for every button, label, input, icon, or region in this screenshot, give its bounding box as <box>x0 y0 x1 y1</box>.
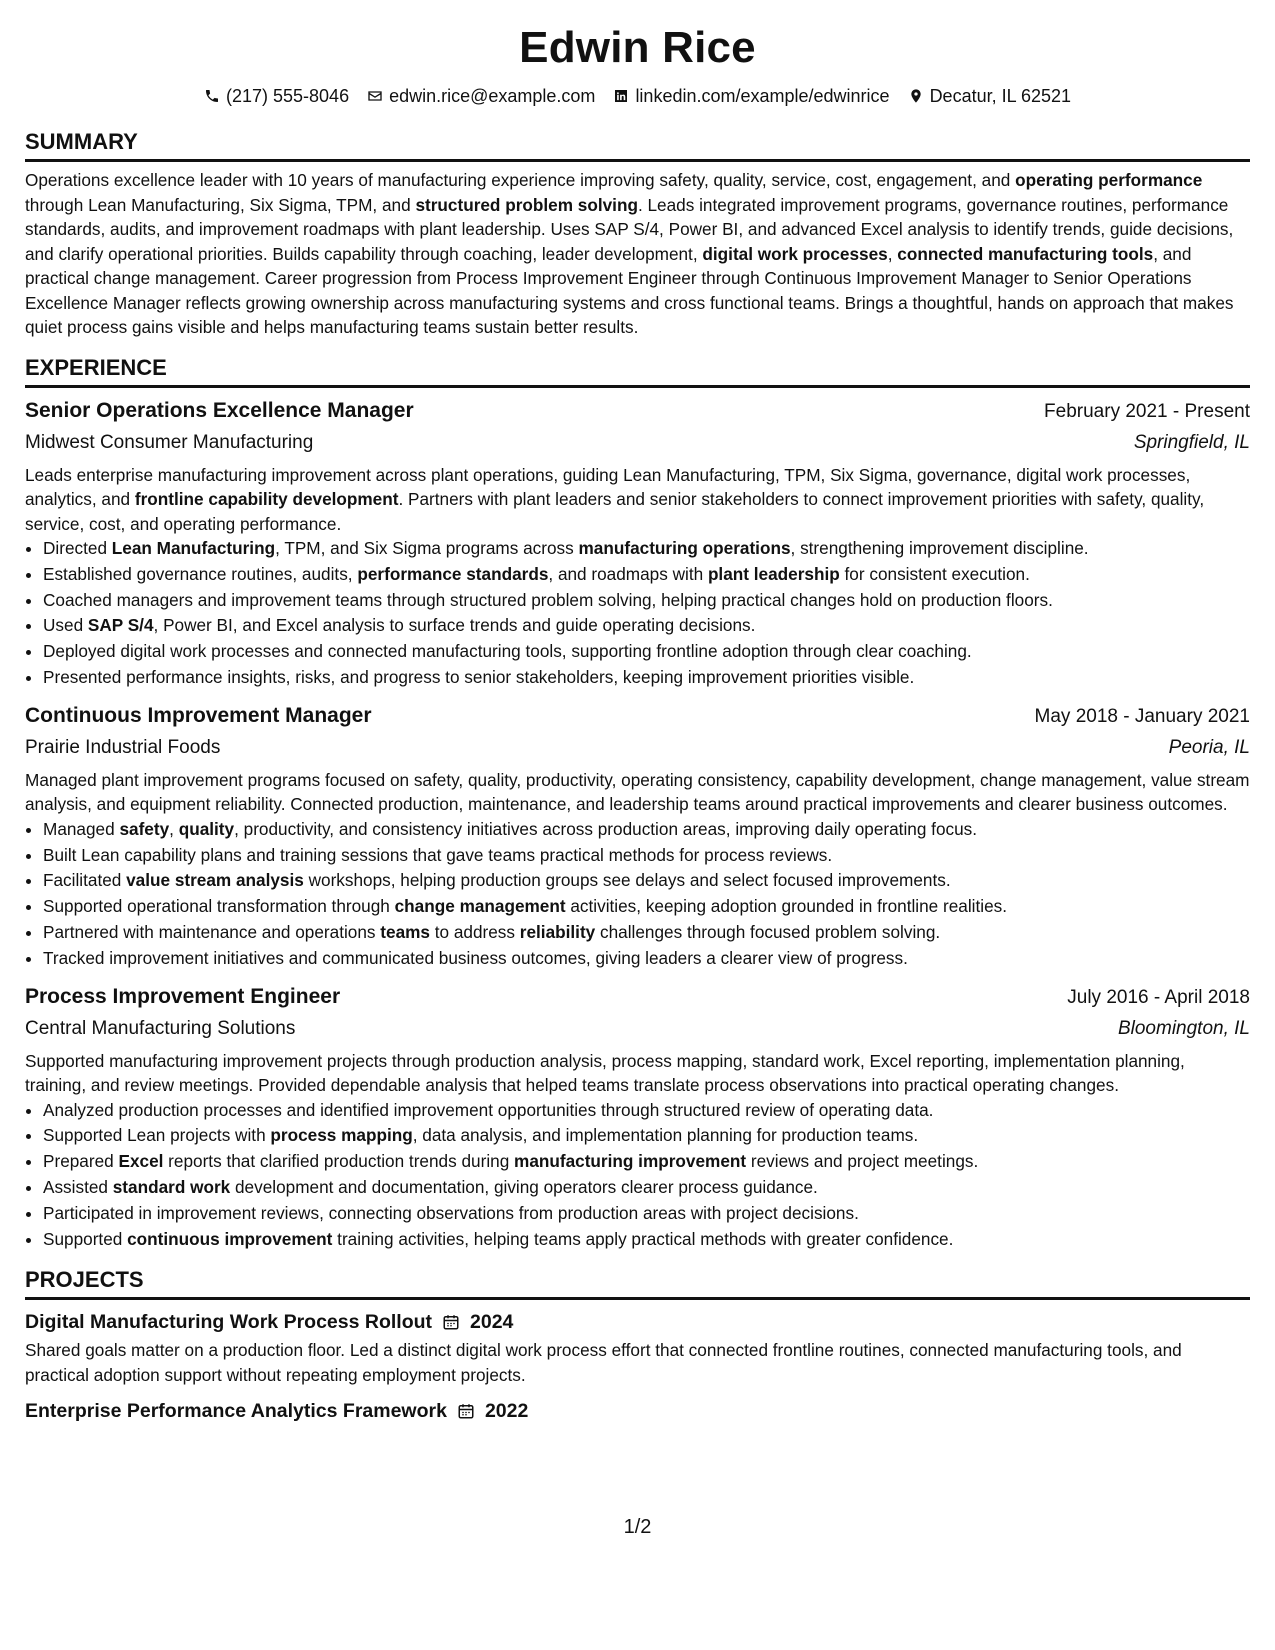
bold-keyword: manufacturing improvement <box>514 1151 747 1172</box>
bullet-item <box>43 665 1250 691</box>
bullet-item <box>43 1149 1250 1175</box>
job-entry <box>25 701 1250 972</box>
job-description <box>25 463 1250 537</box>
contact-bar <box>25 84 1250 108</box>
job-company: Midwest Consumer Manufacturing <box>25 431 314 453</box>
job-company: Prairie Industrial Foods <box>25 736 221 758</box>
resume-page <box>25 20 1250 1425</box>
text-run: Supported <box>43 1228 128 1249</box>
bullet-item <box>43 946 1250 972</box>
bullet-item <box>43 1123 1250 1149</box>
candidate-name: Edwin Rice <box>519 23 756 72</box>
text-run: , and roadmaps with <box>548 563 708 584</box>
bullet-item <box>43 894 1250 920</box>
text-run: reviews and project meetings. <box>746 1151 979 1172</box>
bold-keyword: standard work <box>112 1176 231 1197</box>
linkedin-icon <box>613 88 629 104</box>
project-entry <box>25 1308 1250 1387</box>
bold-keyword: structured problem solving <box>415 194 638 215</box>
summary-heading: SUMMARY <box>25 128 1250 162</box>
bullet-item <box>43 868 1250 894</box>
text-run: Supported Lean projects with <box>43 1125 271 1146</box>
text-run: Analyzed production processes and identified improvement opportunities through structured review of operating data. <box>43 1099 934 1120</box>
bold-keyword: safety <box>119 818 170 839</box>
text-run: development and documentation, giving operators clearer process guidance. <box>230 1176 818 1197</box>
bold-keyword: teams <box>380 921 430 942</box>
bullet-item <box>43 639 1250 665</box>
contact-location <box>908 84 1071 108</box>
project-name: Enterprise Performance Analytics Framework <box>25 1400 447 1423</box>
bold-keyword: connected manufacturing tools <box>897 243 1154 264</box>
text-run: , productivity, and consistency initiatives across production areas, improving daily operating focus. <box>234 818 978 839</box>
job-bullets <box>25 817 1250 972</box>
bullet-item <box>43 613 1250 639</box>
text-run: , TPM, and Six Sigma programs across <box>275 538 579 558</box>
bullet-item <box>43 1227 1250 1253</box>
job-dates: May 2018 - January 2021 <box>1034 705 1250 727</box>
text-run: , and practical change management. Career progression from Process Improvement Engineer through Continuous Improvement Manager to Senior Operations Excellence Manager reflects growing ownership across manufacturing systems and cross functional teams. Brings a thoughtful, hands on approach that makes quiet process gains visible and helps manufacturing teams sustain better results. <box>25 243 1234 337</box>
text-run: Facilitated <box>43 870 127 891</box>
linkedin-link[interactable]: linkedin.com/example/edwinrice <box>635 86 890 106</box>
bullet-item <box>43 588 1250 614</box>
text-run: Supported operational transformation through <box>43 896 395 917</box>
phone-icon <box>204 88 220 104</box>
bold-keyword: value stream analysis <box>126 870 304 891</box>
bold-keyword: performance standards <box>357 563 549 584</box>
email-link[interactable]: edwin.rice@example.com <box>389 86 596 106</box>
project-entry <box>25 1397 1250 1425</box>
bullet-item <box>43 562 1250 588</box>
text-run: . Leads integrated improvement programs, governance routines, performance standards, audits, and improvement roadmaps with plant leadership. Uses SAP S/4, Power BI, and advanced Excel analysis to identify trends, guide decisions, and clarify operational priorities. Builds capability through coaching, leader development, <box>25 194 1234 264</box>
bold-keyword: change management <box>394 896 566 917</box>
contact-email[interactable] <box>367 84 595 108</box>
job-location: Peoria, IL <box>1168 736 1250 758</box>
text-run: Participated in improvement reviews, connecting observations from production areas with project decisions. <box>43 1202 859 1223</box>
experience-heading: EXPERIENCE <box>25 354 1250 388</box>
job-title: Continuous Improvement Manager <box>25 703 372 727</box>
bold-keyword: process mapping <box>270 1125 413 1146</box>
job-description <box>25 1049 1250 1098</box>
summary-text <box>25 168 1250 340</box>
bold-keyword: SAP S/4 <box>87 615 154 636</box>
bold-keyword: Excel <box>118 1151 164 1172</box>
text-run: Prepared <box>43 1151 119 1172</box>
bold-keyword: plant leadership <box>707 563 840 584</box>
text-run: Partnered with maintenance and operations <box>43 921 381 942</box>
bullet-item <box>43 1175 1250 1201</box>
calendar-icon <box>442 1313 460 1331</box>
text-run: Deployed digital work processes and connected manufacturing tools, supporting frontline adoption through clear coaching. <box>43 641 972 662</box>
job-dates: July 2016 - April 2018 <box>1067 986 1250 1008</box>
text-run: Managed plant improvement programs focused on safety, quality, productivity, operating consistency, capability development, change management, value stream analysis, and equipment reliability. Connected production, maintenance, and leadership teams around practical improvements and clearer business outcomes. <box>25 769 1250 815</box>
text-run: Presented performance insights, risks, and progress to senior stakeholders, keeping improvement priorities visible. <box>43 666 915 687</box>
bold-keyword: Lean Manufacturing <box>111 538 276 558</box>
bullet-item <box>43 920 1250 946</box>
bold-keyword: digital work processes <box>702 243 888 264</box>
job-description <box>25 768 1250 817</box>
job-title: Process Improvement Engineer <box>25 984 341 1008</box>
contact-phone <box>204 84 349 108</box>
location-text: Decatur, IL 62521 <box>929 86 1071 106</box>
text-run: , Power BI, and Excel analysis to surface trends and guide operating decisions. <box>153 615 756 636</box>
text-run: , data analysis, and implementation planning for production teams. <box>412 1125 919 1146</box>
bullet-item <box>43 817 1250 843</box>
text-run: , <box>887 243 898 264</box>
bold-keyword: operating performance <box>1015 170 1203 190</box>
text-run: Tracked improvement initiatives and communicated business outcomes, giving leaders a clearer view of progress. <box>43 947 908 968</box>
text-run: for consistent execution. <box>839 563 1030 584</box>
text-run: Supported manufacturing improvement projects through production analysis, process mapping, standard work, Excel reporting, implementation planning, training, and review meetings. Provided dependable analysis that helped teams translate process observations into practical operating changes. <box>25 1050 1185 1096</box>
bold-keyword: continuous improvement <box>127 1228 333 1249</box>
text-run: activities, keeping adoption grounded in frontline realities. <box>565 896 1008 917</box>
bullet-item <box>43 1201 1250 1227</box>
bullet-item <box>43 843 1250 869</box>
job-entry <box>25 982 1250 1253</box>
job-title: Senior Operations Excellence Manager <box>25 398 414 422</box>
text-run: Built Lean capability plans and training sessions that gave teams practical methods for process reviews. <box>43 844 833 865</box>
project-name: Digital Manufacturing Work Process Rollout <box>25 1311 433 1334</box>
projects-heading: PROJECTS <box>25 1266 1250 1300</box>
job-bullets <box>25 1098 1250 1253</box>
text-run: challenges through focused problem solving. <box>595 921 941 942</box>
job-bullets <box>25 536 1250 691</box>
map-pin-icon <box>908 88 924 104</box>
text-run: Managed <box>43 818 120 839</box>
bold-keyword: frontline capability development <box>134 489 399 509</box>
text-run: training activities, helping teams apply practical methods with greater confidence. <box>332 1228 954 1249</box>
project-description: Shared goals matter on a production floor. Led a distinct digital work process effort that connected frontline routines, connected manufacturing tools, and practical adoption support without repeating employment projects. <box>25 1340 1182 1385</box>
phone-text: (217) 555-8046 <box>225 86 350 106</box>
projects-section <box>25 1266 1250 1425</box>
bold-keyword: reliability <box>519 921 596 942</box>
job-dates: February 2021 - Present <box>1044 400 1250 422</box>
project-year: 2024 <box>470 1311 514 1334</box>
project-year: 2022 <box>484 1400 529 1423</box>
calendar-icon <box>457 1402 475 1420</box>
text-run: Established governance routines, audits, <box>43 563 358 584</box>
job-entry <box>25 396 1250 691</box>
text-run: . Partners with plant leaders and senior stakeholders to connect improvement priorities with safety, quality, service, cost, and operating performance. <box>25 489 1205 534</box>
text-run: reports that clarified production trends during <box>163 1151 515 1172</box>
bold-keyword: manufacturing operations <box>578 538 791 558</box>
contact-linkedin[interactable] <box>613 84 889 108</box>
envelope-icon <box>367 88 383 104</box>
text-run: Directed <box>43 538 112 558</box>
bold-keyword: quality <box>178 818 235 839</box>
text-run: workshops, helping production groups see delays and select focused improvements. <box>303 870 951 891</box>
text-run: Coached managers and improvement teams through structured problem solving, helping practical changes hold on production floors. <box>43 589 1053 610</box>
text-run: through Lean Manufacturing, Six Sigma, TPM, and <box>25 194 416 215</box>
text-run: Assisted <box>43 1176 113 1197</box>
page-number: 1/2 <box>623 1516 652 1538</box>
text-run: Used <box>43 615 88 636</box>
text-run: to address <box>429 921 520 942</box>
job-location: Springfield, IL <box>1133 431 1250 453</box>
bullet-item <box>43 1098 1250 1124</box>
experience-section <box>25 354 1250 1253</box>
job-company: Central Manufacturing Solutions <box>25 1017 296 1039</box>
text-run: , strengthening improvement discipline. <box>790 538 1089 558</box>
job-location: Bloomington, IL <box>1117 1017 1250 1039</box>
text-run: , <box>169 818 179 839</box>
bullet-item <box>43 536 1250 562</box>
text-run: Leads enterprise manufacturing improvement across plant operations, guiding Lean Manufacturing, TPM, Six Sigma, governance, digital work processes, analytics, and <box>25 464 1191 509</box>
text-run: Operations excellence leader with 10 years of manufacturing experience improving safety, quality, service, cost, engagement, and <box>25 170 1016 190</box>
summary-section <box>25 128 1250 340</box>
